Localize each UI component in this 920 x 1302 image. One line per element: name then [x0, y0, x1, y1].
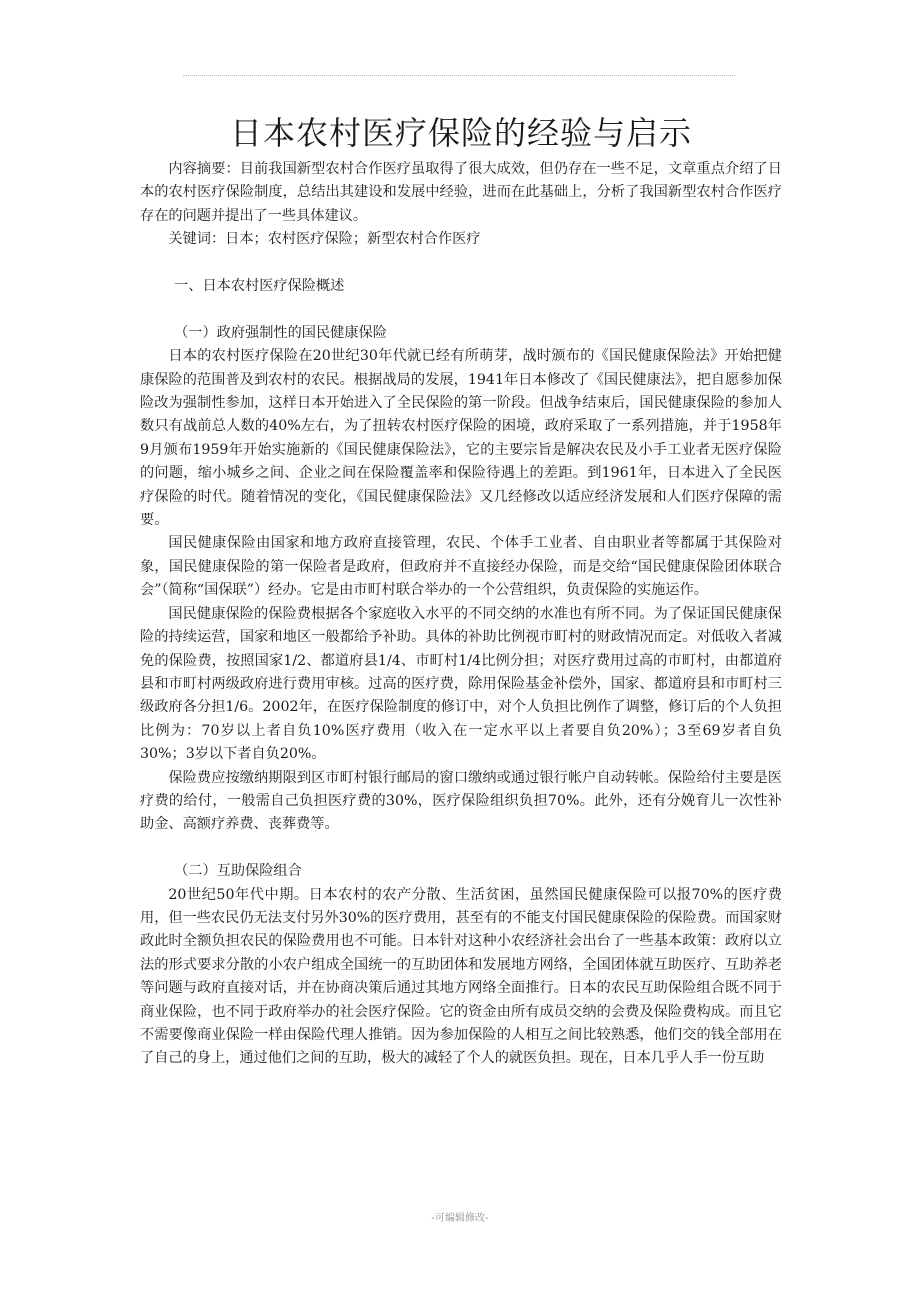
- body-paragraph: 日本的农村医疗保险在20世纪30年代就已经有所萌芽，战时颁布的《国民健康保险法》开始把健康保险的范围普及到农村的农民。根据战局的发展，1941年日本修改了《国民健康法》，把自愿参加保险改为强制性参加，这样日本开始进入了全民保险的第一阶段。但战争结束后，国民健康保险的参加人数只有战前总人数的40%左右，为了扭转农村医疗保险的困境，政府采取了一系列措施，并于1958年9月颁布1959年开始实施新的《国民健康保险法》，它的主要宗旨是解决农民及小手工业者无医疗保险的问题，缩小城乡之间、企业之间在保险覆盖率和保险待遇上的差距。到1961年，日本进入了全民医疗保险的时代。随着情况的变化，《国民健康保险法》又几经修改以适应经济发展和人们医疗保障的需要。: [140, 348, 782, 529]
- body-paragraph: 国民健康保险的保险费根据各个家庭收入水平的不同交纳的水准也有所不同。为了保证国民健康保险的持续运营，国家和地区一般都给予补助。具体的补助比例视市町村的财政情况而定。对低收入者减免的保险费，按照国家1/2、都道府县1/4、市町村1/4比例分担；对医疗费用过高的市町村，由都道府县和市町村两级政府进行费用审核。过高的医疗费，除用保险基金补偿外，国家、都道府县和市町村三级政府各分担1/6。2002年，在医疗保险制度的修订中，对个人负担比例作了调整，修订后的个人负担比例为：70岁以上者自负10%医疗费用（收入在一定水平以上者要自负20%）；3至69岁者自负30%；3岁以下者自负20%。: [140, 605, 782, 763]
- body-paragraph: 保险费应按缴纳期限到区市町村银行邮局的窗口缴纳或通过银行帐户自动转帐。保险给付主要是医疗费的给付，一般需自己负担医疗费的30%，医疗保险组织负担70%。此外，还有分娩育儿一次性补助金、高额疗养费、丧葬费等。: [140, 769, 782, 833]
- body-paragraph: 国民健康保险由国家和地方政府直接管理，农民、个体手工业者、自由职业者等都属于其保险对象，国民健康保险的第一保险者是政府，但政府并不直接经办保险，而是交给“国民健康保险团体联合会”（简称“国保联”）经办。它是由市町村联合举办的一个公营组织，负责保险的实施运作。: [140, 535, 782, 599]
- page-footer: -可编辑修改-: [431, 1213, 489, 1224]
- spacer: [140, 252, 782, 275]
- header-rule: [183, 75, 735, 76]
- abstract-paragraph: 内容摘要：目前我国新型农村合作医疗虽取得了很大成效，但仍存在一些不足，文章重点介绍了日本的农村医疗保险制度，总结出其建设和发展中经验，进而在此基础上，分析了我国新型农村合作医疗存在的问题并提出了一些具体建议。: [140, 161, 782, 224]
- section-heading-1: 一、日本农村医疗保险概述: [174, 278, 345, 295]
- document-title: 日本农村医疗保险的经验与启示: [229, 114, 692, 152]
- body-paragraph: 20世纪50年代中期。日本农村的农产分散、生活贫困，虽然国民健康保险可以报70%的医疗费用，但一些农民仍无法支付另外30%的医疗费用，甚至有的不能支付国民健康保险的保险费。而国家财政此时全额负担农民的保险费用也不可能。日本针对这种小农经济社会出台了一些基本政策：政府以立法的形式要求分散的小农户组成全国统一的互助团体和发展地方网络，全国团体就互助医疗、互助养老等问题与政府直接对话，并在协商决策后通过其地方网络全面推行。日本的农民互助保险组合既不同于商业保险，也不同于政府举办的社会医疗保险。它的资金由所有成员交纳的会费及保险费构成。而且它不需要像商业保险一样由保险代理人推销。因为参加保险的人相互之间比较熟悉，他们交的钱全部用在了自己的身上，通过他们之间的互助，极大的减轻了个人的就医负担。现在，日本几乎人手一份互助: [140, 886, 782, 1067]
- spacer: [140, 298, 782, 321]
- spacer: [140, 837, 782, 860]
- keywords-line: 关键词：日本；农村医疗保险；新型农村合作医疗: [168, 231, 481, 248]
- subsection-heading-2: （二）互助保险组合: [174, 863, 302, 880]
- document-page: [140, 110, 782, 1071]
- subsection-heading-1: （一）政府强制性的国民健康保险: [174, 324, 387, 341]
